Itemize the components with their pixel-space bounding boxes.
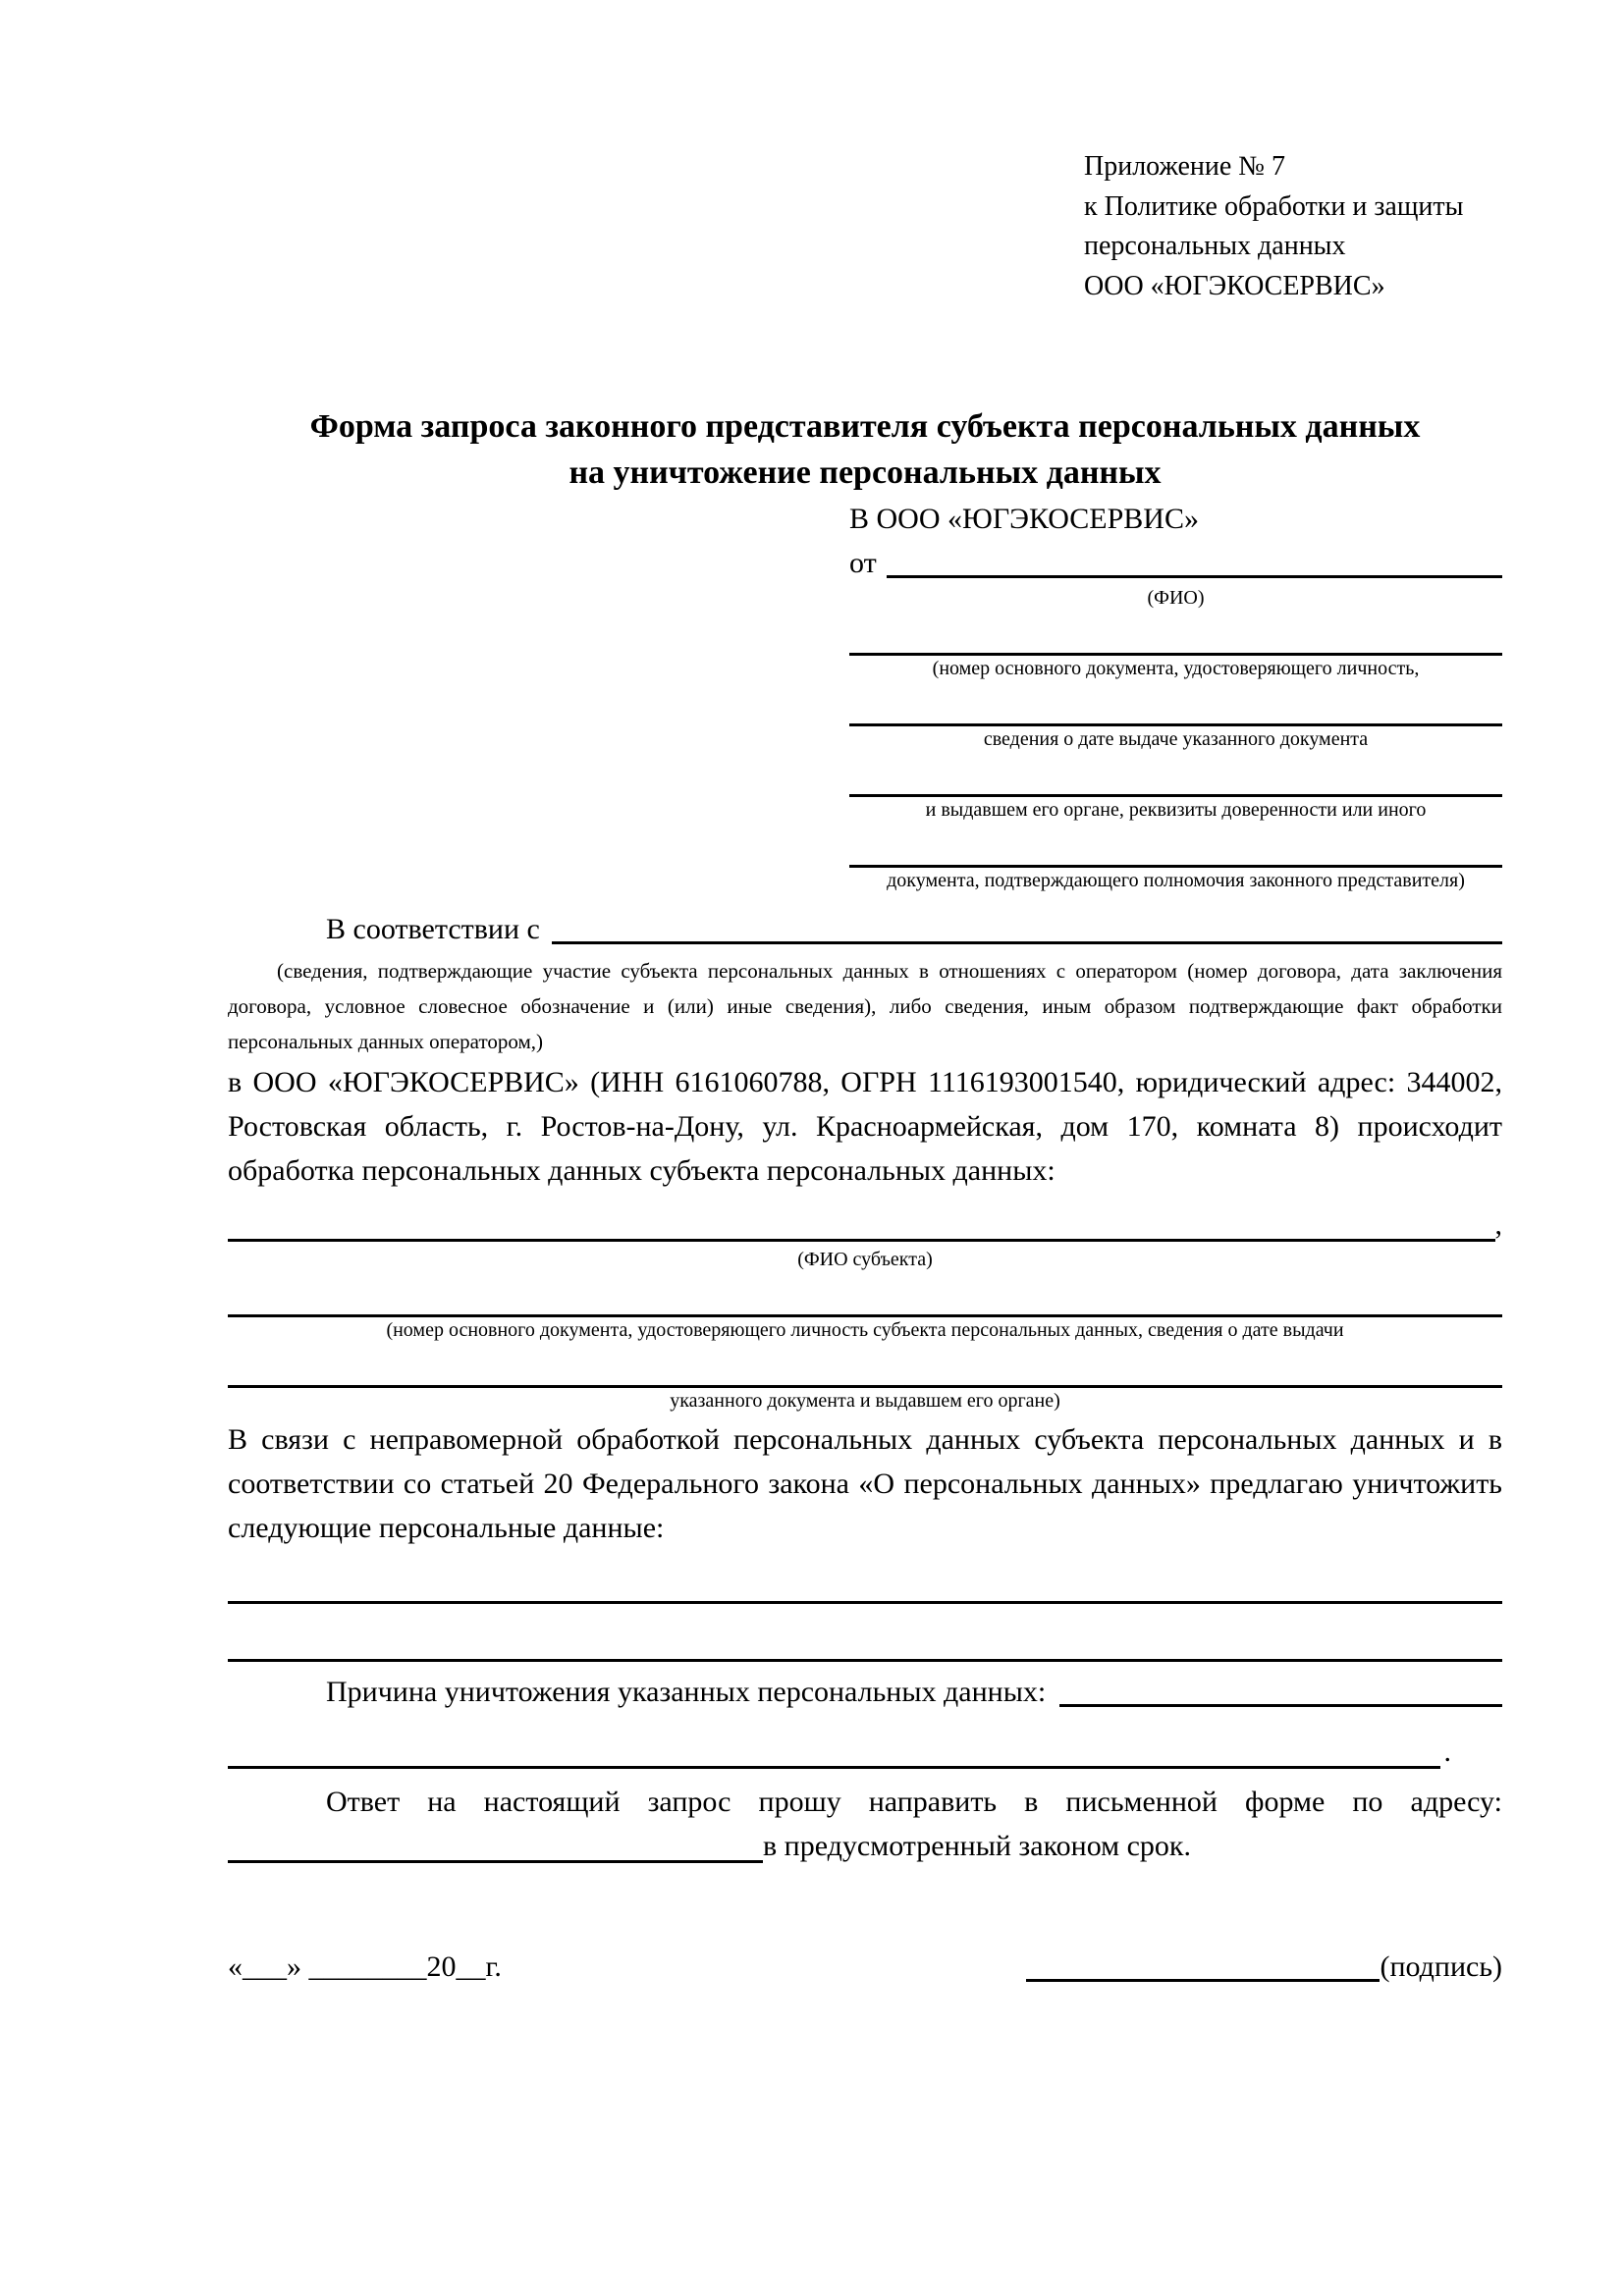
appendix-note-line: Приложение № 7 [1084, 151, 1285, 182]
accordance-label: В соответствии с [326, 913, 540, 946]
data-to-destroy-blank-line [228, 1624, 1502, 1662]
accordance-note: (сведения, подтверждающие участие субъекта персональных данных в отношениях с оператором (номер договора, дата заключения договора, условное словесное обозначение и (или) иные сведения), либо сведения, иным образом подтверждающие факт обработки персональных данных оператором,) [228, 959, 1502, 1054]
appendix-note-line: персональных данных [1084, 231, 1346, 262]
data-to-destroy-blank-line [228, 1566, 1502, 1604]
reason-row [228, 1670, 1502, 1714]
page-title-line-1: Форма запроса законного представителя субъекта персональных данных [309, 408, 1421, 446]
from-label: от [849, 547, 877, 580]
page-title [228, 404, 1502, 497]
representative-doc-blank-line [849, 694, 1502, 726]
sentence-period: . [1443, 1735, 1451, 1768]
subject-fio-comma: , [1494, 1207, 1502, 1241]
representative-doc-blank-line [849, 765, 1502, 797]
operator-paragraph: в ООО «ЮГЭКОСЕРВИС» (ИНН 6161060788, ОГРН 1116193001540, юридический адрес: 344002, Ростовская область, г. Ростов-на-Дону, ул. Красноармейская, дом 170, комната 8) происходит обработка персональных данных субъекта персональных данных: [228, 1065, 1502, 1187]
subject-doc-blank-line [228, 1356, 1502, 1388]
signature-blank-line [1026, 1979, 1380, 1982]
date-signature-row [228, 1945, 1502, 1989]
representative-doc-caption: (номер основного документа, удостоверяющего личность, [932, 658, 1420, 680]
reason-continuation-blank-line [228, 1766, 1440, 1769]
representative-doc-caption: и выдавшем его органе, реквизиты доверенности или иного [925, 799, 1427, 822]
representative-doc-caption: документа, подтверждающего полномочия законного представителя) [887, 870, 1465, 892]
reason-continuation-row [228, 1730, 1502, 1774]
from-row [849, 541, 1502, 585]
appendix-note-line: ООО «ЮГЭКОСЕРВИС» [1084, 270, 1385, 301]
signature-caption: (подпись) [1380, 1949, 1502, 1983]
subject-fio-blank-line [228, 1239, 1495, 1242]
page-title-line-2: на уничтожение персональных данных [568, 454, 1162, 492]
reply-tail-text: в предусмотренный законом срок. [763, 1829, 1191, 1862]
from-fio-blank-line [887, 575, 1502, 578]
subject-doc-caption: (номер основного документа, удостоверяющего личность субъекта персональных данных, сведения о дате выдачи [386, 1318, 1344, 1341]
appendix-note [1084, 147, 1516, 306]
reply-address-row [228, 1824, 1502, 1868]
accordance-row [228, 907, 1502, 951]
signature-group [1026, 1945, 1502, 1989]
reply-paragraph: Ответ на настоящий запрос прошу направить в письменной форме по адресу: [326, 1785, 1502, 1818]
representative-doc-blank-line [849, 623, 1502, 656]
subject-doc-caption: указанного документа и выдавшем его органе) [670, 1389, 1060, 1412]
subject-fio-caption: (ФИО субъекта) [797, 1248, 933, 1270]
fio-caption: (ФИО) [1147, 587, 1205, 610]
representative-doc-caption: сведения о дате выдаче указанного документа [983, 728, 1369, 751]
unlawful-processing-paragraph: В связи с неправомерной обработкой персональных данных субъекта персональных данных и в соответствии со статьей 20 Федерального закона «О персональных данных» предлагаю уничтожить следующие персональные данные: [228, 1422, 1502, 1544]
reply-address-blank-line [228, 1860, 763, 1863]
reason-label: Причина уничтожения указанных персональных данных: [326, 1675, 1047, 1708]
representative-doc-blank-line [849, 835, 1502, 868]
date-line: «___» ________20__г. [228, 1949, 502, 1983]
appendix-note-line: к Политике обработки и защиты [1084, 190, 1464, 222]
addressee-to: В ООО «ЮГЭКОСЕРВИС» [849, 503, 1199, 536]
subject-fio-row [228, 1202, 1502, 1247]
subject-doc-blank-line [228, 1285, 1502, 1317]
reason-blank-line [1059, 1704, 1502, 1707]
accordance-blank-line [552, 941, 1502, 944]
data-to-destroy-block [228, 1566, 1502, 1662]
addressee-block [849, 497, 1502, 893]
